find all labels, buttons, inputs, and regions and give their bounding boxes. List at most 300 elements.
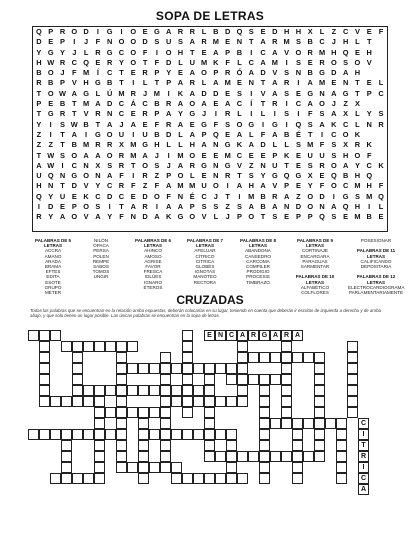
grid-letter[interactable]: K: [213, 57, 219, 67]
grid-letter[interactable]: R: [118, 160, 125, 170]
grid-letter[interactable]: I: [120, 27, 123, 36]
grid-letter[interactable]: I: [368, 202, 371, 212]
grid-letter[interactable]: E: [213, 99, 219, 109]
crossword-cell[interactable]: [281, 363, 292, 374]
grid-letter[interactable]: S: [307, 119, 313, 129]
grid-letter[interactable]: Z: [248, 160, 254, 170]
grid-letter[interactable]: T: [190, 47, 195, 57]
grid-letter[interactable]: E: [130, 191, 136, 201]
crossword-cell[interactable]: [61, 473, 72, 484]
grid-letter[interactable]: R: [224, 68, 231, 78]
grid-letter[interactable]: L: [248, 129, 254, 139]
grid-letter[interactable]: B: [307, 68, 313, 78]
grid-letter[interactable]: C: [236, 99, 243, 109]
grid-letter[interactable]: T: [307, 129, 313, 139]
grid-letter[interactable]: I: [297, 78, 300, 88]
grid-letter[interactable]: J: [143, 88, 148, 98]
grid-letter[interactable]: M: [200, 57, 208, 67]
grid-letter[interactable]: Y: [48, 212, 54, 222]
grid-letter[interactable]: F: [307, 109, 313, 119]
grid-letter[interactable]: P: [166, 171, 172, 181]
grid-letter[interactable]: I: [155, 202, 158, 212]
grid-letter[interactable]: A: [272, 88, 278, 98]
grid-letter[interactable]: R: [95, 140, 101, 150]
crossword-cell[interactable]: [171, 363, 182, 374]
crossword-cell[interactable]: [160, 462, 171, 473]
crossword-cell[interactable]: [204, 418, 215, 429]
grid-letter[interactable]: A: [260, 37, 266, 47]
grid-letter[interactable]: D: [83, 27, 89, 36]
crossword-cell[interactable]: [226, 451, 237, 462]
grid-letter[interactable]: Á: [130, 99, 136, 109]
grid-letter[interactable]: T: [366, 37, 372, 47]
grid-letter[interactable]: Z: [331, 27, 337, 36]
grid-letter[interactable]: F: [366, 150, 372, 160]
grid-letter[interactable]: O: [71, 212, 78, 222]
grid-letter[interactable]: A: [130, 202, 136, 212]
grid-letter[interactable]: V: [83, 109, 89, 119]
grid-letter[interactable]: S: [95, 202, 101, 212]
grid-letter[interactable]: R: [142, 109, 148, 119]
crossword-cell[interactable]: [303, 418, 314, 429]
grid-letter[interactable]: I: [285, 119, 288, 129]
grid-letter[interactable]: L: [190, 171, 195, 181]
grid-letter[interactable]: A: [165, 27, 172, 36]
grid-letter[interactable]: P: [225, 47, 231, 57]
grid-letter[interactable]: O: [248, 212, 255, 222]
grid-letter[interactable]: E: [236, 78, 242, 88]
grid-letter[interactable]: G: [224, 160, 231, 170]
grid-letter[interactable]: O: [83, 171, 89, 181]
crossword-cell[interactable]: [72, 396, 83, 407]
crossword-letter[interactable]: C: [358, 473, 369, 484]
grid-letter[interactable]: O: [212, 181, 219, 191]
crossword-cell[interactable]: [138, 440, 149, 451]
grid-letter[interactable]: J: [331, 37, 336, 47]
grid-letter[interactable]: Z: [36, 140, 42, 150]
grid-letter[interactable]: U: [165, 37, 172, 47]
grid-letter[interactable]: É: [295, 129, 301, 139]
grid-letter[interactable]: P: [60, 78, 65, 88]
crossword-cell[interactable]: [215, 363, 226, 374]
grid-letter[interactable]: T: [355, 88, 360, 98]
grid-letter[interactable]: N: [213, 160, 219, 170]
grid-letter[interactable]: Y: [260, 171, 266, 181]
crossword-cell[interactable]: [149, 429, 160, 440]
grid-letter[interactable]: N: [177, 191, 184, 201]
grid-letter[interactable]: E: [225, 37, 231, 47]
grid-letter[interactable]: R: [59, 57, 66, 67]
crossword-cell[interactable]: [50, 396, 61, 407]
crossword-cell[interactable]: [138, 451, 149, 462]
grid-letter[interactable]: C: [118, 47, 125, 57]
crossword-cell[interactable]: [259, 451, 270, 462]
crossword-cell[interactable]: [116, 374, 127, 385]
grid-letter[interactable]: H: [189, 140, 195, 150]
grid-letter[interactable]: M: [118, 88, 125, 98]
grid-letter[interactable]: G: [47, 109, 54, 119]
grid-letter[interactable]: O: [342, 129, 349, 139]
grid-letter[interactable]: I: [214, 109, 217, 119]
crossword-cell[interactable]: E: [204, 330, 215, 341]
crossword-cell[interactable]: [94, 451, 105, 462]
grid-letter[interactable]: S: [331, 140, 337, 150]
grid-letter[interactable]: F: [154, 181, 160, 191]
crossword-cell[interactable]: [259, 352, 270, 363]
grid-letter[interactable]: M: [83, 68, 90, 78]
grid-letter[interactable]: S: [319, 109, 325, 119]
grid-letter[interactable]: R: [130, 88, 136, 98]
grid-letter[interactable]: Y: [48, 191, 54, 201]
grid-letter[interactable]: E: [130, 68, 136, 78]
grid-letter[interactable]: A: [107, 171, 113, 181]
crossword-cell[interactable]: [336, 473, 347, 484]
crossword-cell[interactable]: [281, 385, 292, 396]
grid-letter[interactable]: E: [295, 88, 301, 98]
crossword-cell[interactable]: [94, 429, 105, 440]
crossword-cell[interactable]: [292, 440, 303, 451]
grid-letter[interactable]: E: [366, 78, 372, 88]
grid-letter[interactable]: P: [60, 37, 65, 47]
grid-letter[interactable]: F: [72, 68, 77, 78]
crossword-cell[interactable]: [72, 352, 83, 363]
grid-letter[interactable]: D: [142, 37, 148, 47]
crossword-cell[interactable]: [149, 462, 160, 473]
crossword-cell[interactable]: [193, 396, 204, 407]
crossword-cell[interactable]: [347, 363, 358, 374]
grid-letter[interactable]: Y: [354, 160, 360, 170]
crossword-cell[interactable]: [94, 407, 105, 418]
crossword-cell[interactable]: [281, 341, 292, 352]
grid-letter[interactable]: F: [131, 181, 136, 191]
crossword-cell[interactable]: [83, 473, 94, 484]
crossword-cell[interactable]: [292, 418, 303, 429]
crossword-cell[interactable]: [204, 451, 215, 462]
crossword-cell[interactable]: [292, 462, 303, 473]
grid-letter[interactable]: G: [248, 119, 255, 129]
grid-letter[interactable]: I: [132, 129, 135, 139]
grid-letter[interactable]: T: [60, 140, 65, 150]
grid-letter[interactable]: B: [107, 78, 113, 88]
crossword-cell[interactable]: [116, 418, 127, 429]
grid-letter[interactable]: V: [71, 78, 77, 88]
grid-letter[interactable]: A: [283, 191, 290, 201]
grid-letter[interactable]: J: [72, 47, 77, 57]
grid-letter[interactable]: T: [260, 78, 266, 88]
grid-letter[interactable]: W: [47, 150, 55, 160]
grid-letter[interactable]: A: [189, 129, 195, 139]
crossword-cell[interactable]: [94, 396, 105, 407]
grid-letter[interactable]: Y: [177, 109, 183, 119]
grid-letter[interactable]: M: [177, 150, 184, 160]
grid-letter[interactable]: K: [283, 150, 290, 160]
grid-letter[interactable]: N: [107, 37, 113, 47]
grid-letter[interactable]: H: [36, 181, 42, 191]
grid-letter[interactable]: E: [248, 150, 254, 160]
grid-letter[interactable]: A: [189, 37, 195, 47]
grid-letter[interactable]: M: [318, 78, 326, 88]
grid-letter[interactable]: O: [142, 160, 148, 170]
grid-letter[interactable]: C: [342, 119, 349, 129]
grid-letter[interactable]: [375, 68, 387, 78]
grid-letter[interactable]: A: [260, 181, 266, 191]
crossword-cell[interactable]: [72, 473, 83, 484]
grid-letter[interactable]: F: [378, 181, 384, 191]
crossword-cell[interactable]: [259, 440, 270, 451]
grid-letter[interactable]: X: [354, 99, 360, 109]
grid-letter[interactable]: L: [237, 57, 242, 67]
crossword-cell[interactable]: [281, 396, 292, 407]
grid-letter[interactable]: O: [47, 88, 54, 98]
grid-letter[interactable]: F: [260, 129, 266, 139]
grid-letter[interactable]: B: [154, 99, 160, 109]
grid-letter[interactable]: A: [142, 150, 148, 160]
grid-letter[interactable]: C: [107, 181, 113, 191]
grid-letter[interactable]: E: [366, 27, 372, 36]
crossword-cell[interactable]: [94, 418, 105, 429]
grid-letter[interactable]: I: [285, 57, 288, 67]
crossword-cell[interactable]: [105, 429, 116, 440]
crossword-cell[interactable]: [127, 341, 138, 352]
grid-letter[interactable]: B: [260, 191, 266, 201]
grid-letter[interactable]: F: [378, 27, 384, 36]
crossword-cell[interactable]: [160, 440, 171, 451]
grid-letter[interactable]: S: [354, 191, 360, 201]
crossword-cell[interactable]: [160, 451, 171, 462]
grid-letter[interactable]: E: [130, 109, 136, 119]
crossword-cell[interactable]: [171, 385, 182, 396]
crossword-cell[interactable]: [336, 429, 347, 440]
grid-letter[interactable]: R: [319, 160, 325, 170]
grid-letter[interactable]: E: [343, 212, 349, 222]
grid-letter[interactable]: A: [342, 160, 349, 170]
crossword-cell[interactable]: [259, 418, 270, 429]
grid-letter[interactable]: B: [260, 202, 266, 212]
crossword-cell[interactable]: [226, 462, 237, 473]
grid-letter[interactable]: M: [83, 140, 90, 150]
grid-letter[interactable]: D: [107, 191, 113, 201]
grid-letter[interactable]: K: [366, 140, 372, 150]
grid-letter[interactable]: E: [295, 160, 301, 170]
crossword-cell[interactable]: [193, 363, 204, 374]
crossword-cell[interactable]: [28, 429, 39, 440]
crossword-cell[interactable]: [226, 473, 237, 484]
crossword-cell[interactable]: [226, 429, 237, 440]
crossword-cell[interactable]: [160, 374, 171, 385]
grid-letter[interactable]: [363, 99, 375, 109]
grid-letter[interactable]: W: [47, 160, 55, 170]
grid-letter[interactable]: N: [366, 119, 372, 129]
crossword-cell[interactable]: [182, 363, 193, 374]
grid-letter[interactable]: M: [130, 140, 137, 150]
grid-letter[interactable]: G: [177, 212, 184, 222]
grid-letter[interactable]: D: [272, 27, 278, 36]
grid-letter[interactable]: S: [295, 37, 301, 47]
grid-letter[interactable]: G: [71, 171, 78, 181]
grid-letter[interactable]: E: [189, 119, 195, 129]
grid-letter[interactable]: R: [189, 160, 195, 170]
crossword-cell[interactable]: [270, 352, 281, 363]
grid-letter[interactable]: O: [319, 99, 325, 109]
grid-letter[interactable]: X: [119, 140, 124, 150]
grid-letter[interactable]: A: [272, 47, 278, 57]
grid-letter[interactable]: B: [307, 37, 313, 47]
crossword-cell[interactable]: [61, 462, 72, 473]
crossword-cell[interactable]: [94, 341, 105, 352]
grid-letter[interactable]: G: [295, 171, 302, 181]
grid-letter[interactable]: A: [260, 57, 266, 67]
grid-letter[interactable]: A: [71, 88, 77, 98]
grid-letter[interactable]: G: [153, 27, 160, 36]
grid-letter[interactable]: F: [166, 191, 171, 201]
crossword-cell[interactable]: [116, 341, 127, 352]
crossword-cell[interactable]: [314, 440, 325, 451]
grid-letter[interactable]: S: [284, 68, 290, 78]
grid-letter[interactable]: I: [250, 47, 253, 57]
grid-letter[interactable]: N: [95, 171, 101, 181]
grid-letter[interactable]: L: [260, 109, 266, 119]
grid-letter[interactable]: I: [273, 109, 276, 119]
grid-letter[interactable]: L: [237, 109, 242, 119]
grid-letter[interactable]: Q: [342, 202, 349, 212]
grid-letter[interactable]: N: [130, 212, 136, 222]
grid-letter[interactable]: M: [366, 191, 373, 201]
grid-letter[interactable]: M: [283, 37, 290, 47]
grid-letter[interactable]: D: [295, 202, 302, 212]
crossword-cell[interactable]: [347, 374, 358, 385]
grid-letter[interactable]: I: [262, 119, 265, 129]
grid-letter[interactable]: M: [130, 150, 137, 160]
crossword-cell[interactable]: [292, 473, 303, 484]
grid-letter[interactable]: H: [83, 78, 89, 88]
crossword-letter[interactable]: A: [358, 484, 369, 495]
crossword-cell[interactable]: [171, 473, 182, 484]
crossword-cell[interactable]: [83, 396, 94, 407]
grid-letter[interactable]: A: [177, 78, 184, 88]
grid-letter[interactable]: B: [59, 99, 66, 109]
grid-letter[interactable]: O: [295, 47, 302, 57]
crossword-cell[interactable]: [182, 330, 193, 341]
grid-letter[interactable]: Q: [366, 171, 373, 181]
grid-letter[interactable]: K: [331, 119, 337, 129]
grid-letter[interactable]: R: [59, 109, 66, 119]
grid-letter[interactable]: P: [48, 27, 54, 36]
crossword-cell[interactable]: [116, 440, 127, 451]
grid-letter[interactable]: A: [154, 212, 160, 222]
grid-letter[interactable]: G: [47, 47, 54, 57]
crossword-cell[interactable]: [72, 341, 83, 352]
grid-letter[interactable]: A: [331, 88, 337, 98]
grid-letter[interactable]: F: [319, 140, 325, 150]
grid-letter[interactable]: C: [331, 129, 337, 139]
grid-letter[interactable]: S: [201, 202, 207, 212]
grid-letter[interactable]: R: [142, 171, 148, 181]
grid-letter[interactable]: B: [36, 68, 42, 78]
crossword-cell[interactable]: [160, 418, 171, 429]
crossword-cell[interactable]: [237, 385, 248, 396]
grid-letter[interactable]: I: [332, 191, 335, 201]
crossword-letter[interactable]: R: [358, 451, 369, 462]
grid-letter[interactable]: G: [106, 27, 113, 36]
crossword-cell[interactable]: [281, 418, 292, 429]
grid-letter[interactable]: [375, 151, 387, 161]
crossword-cell[interactable]: [204, 440, 215, 451]
grid-letter[interactable]: E: [142, 27, 148, 36]
crossword-cell[interactable]: [259, 374, 270, 385]
grid-letter[interactable]: T: [119, 68, 124, 78]
crossword-cell[interactable]: [39, 352, 50, 363]
grid-letter[interactable]: H: [342, 37, 349, 47]
crossword-cell[interactable]: [61, 429, 72, 440]
grid-letter[interactable]: R: [177, 27, 184, 36]
grid-letter[interactable]: O: [189, 212, 196, 222]
crossword-cell[interactable]: [72, 429, 83, 440]
grid-letter[interactable]: E: [260, 150, 266, 160]
crossword-cell[interactable]: [237, 374, 248, 385]
crossword-cell[interactable]: [259, 385, 270, 396]
crossword-cell[interactable]: [61, 341, 72, 352]
grid-letter[interactable]: G: [224, 140, 231, 150]
crossword-cell[interactable]: [193, 385, 204, 396]
grid-letter[interactable]: Q: [212, 129, 219, 139]
grid-letter[interactable]: G: [271, 171, 278, 181]
grid-letter[interactable]: N: [319, 88, 325, 98]
grid-letter[interactable]: S: [295, 57, 301, 67]
grid-letter[interactable]: S: [331, 212, 337, 222]
crossword-cell[interactable]: R: [281, 330, 292, 341]
grid-letter[interactable]: O: [83, 202, 89, 212]
grid-letter[interactable]: U: [36, 171, 42, 181]
grid-letter[interactable]: T: [284, 160, 289, 170]
grid-letter[interactable]: N: [342, 78, 349, 88]
grid-letter[interactable]: E: [48, 37, 54, 47]
grid-letter[interactable]: N: [107, 109, 113, 119]
grid-letter[interactable]: H: [342, 150, 349, 160]
grid-letter[interactable]: U: [118, 129, 125, 139]
crossword-cell[interactable]: [226, 396, 237, 407]
crossword-cell[interactable]: [204, 385, 215, 396]
crossword-cell[interactable]: [138, 407, 149, 418]
grid-letter[interactable]: Y: [36, 47, 42, 57]
grid-letter[interactable]: M: [354, 181, 361, 191]
grid-letter[interactable]: L: [319, 27, 325, 36]
crossword-cell[interactable]: [281, 352, 292, 363]
grid-letter[interactable]: T: [60, 129, 65, 139]
crossword-cell[interactable]: N: [215, 330, 226, 341]
grid-letter[interactable]: A: [342, 68, 349, 78]
grid-letter[interactable]: I: [167, 150, 170, 160]
crossword-cell[interactable]: [116, 352, 127, 363]
crossword-cell[interactable]: [204, 363, 215, 374]
crossword-cell[interactable]: [160, 396, 171, 407]
grid-letter[interactable]: S: [295, 140, 301, 150]
grid-letter[interactable]: H: [366, 181, 372, 191]
crossword-cell[interactable]: [39, 330, 50, 341]
crossword-cell[interactable]: [248, 374, 259, 385]
grid-letter[interactable]: G: [189, 109, 196, 119]
crossword-cell[interactable]: [204, 473, 215, 484]
crossword-cell[interactable]: [138, 363, 149, 374]
grid-letter[interactable]: D: [48, 202, 54, 212]
grid-letter[interactable]: A: [236, 181, 243, 191]
grid-letter[interactable]: D: [213, 88, 219, 98]
grid-letter[interactable]: R: [165, 119, 172, 129]
crossword-cell[interactable]: [116, 396, 127, 407]
grid-letter[interactable]: B: [342, 171, 349, 181]
grid-letter[interactable]: C: [342, 181, 349, 191]
grid-letter[interactable]: A: [272, 78, 278, 88]
grid-letter[interactable]: I: [61, 160, 64, 170]
